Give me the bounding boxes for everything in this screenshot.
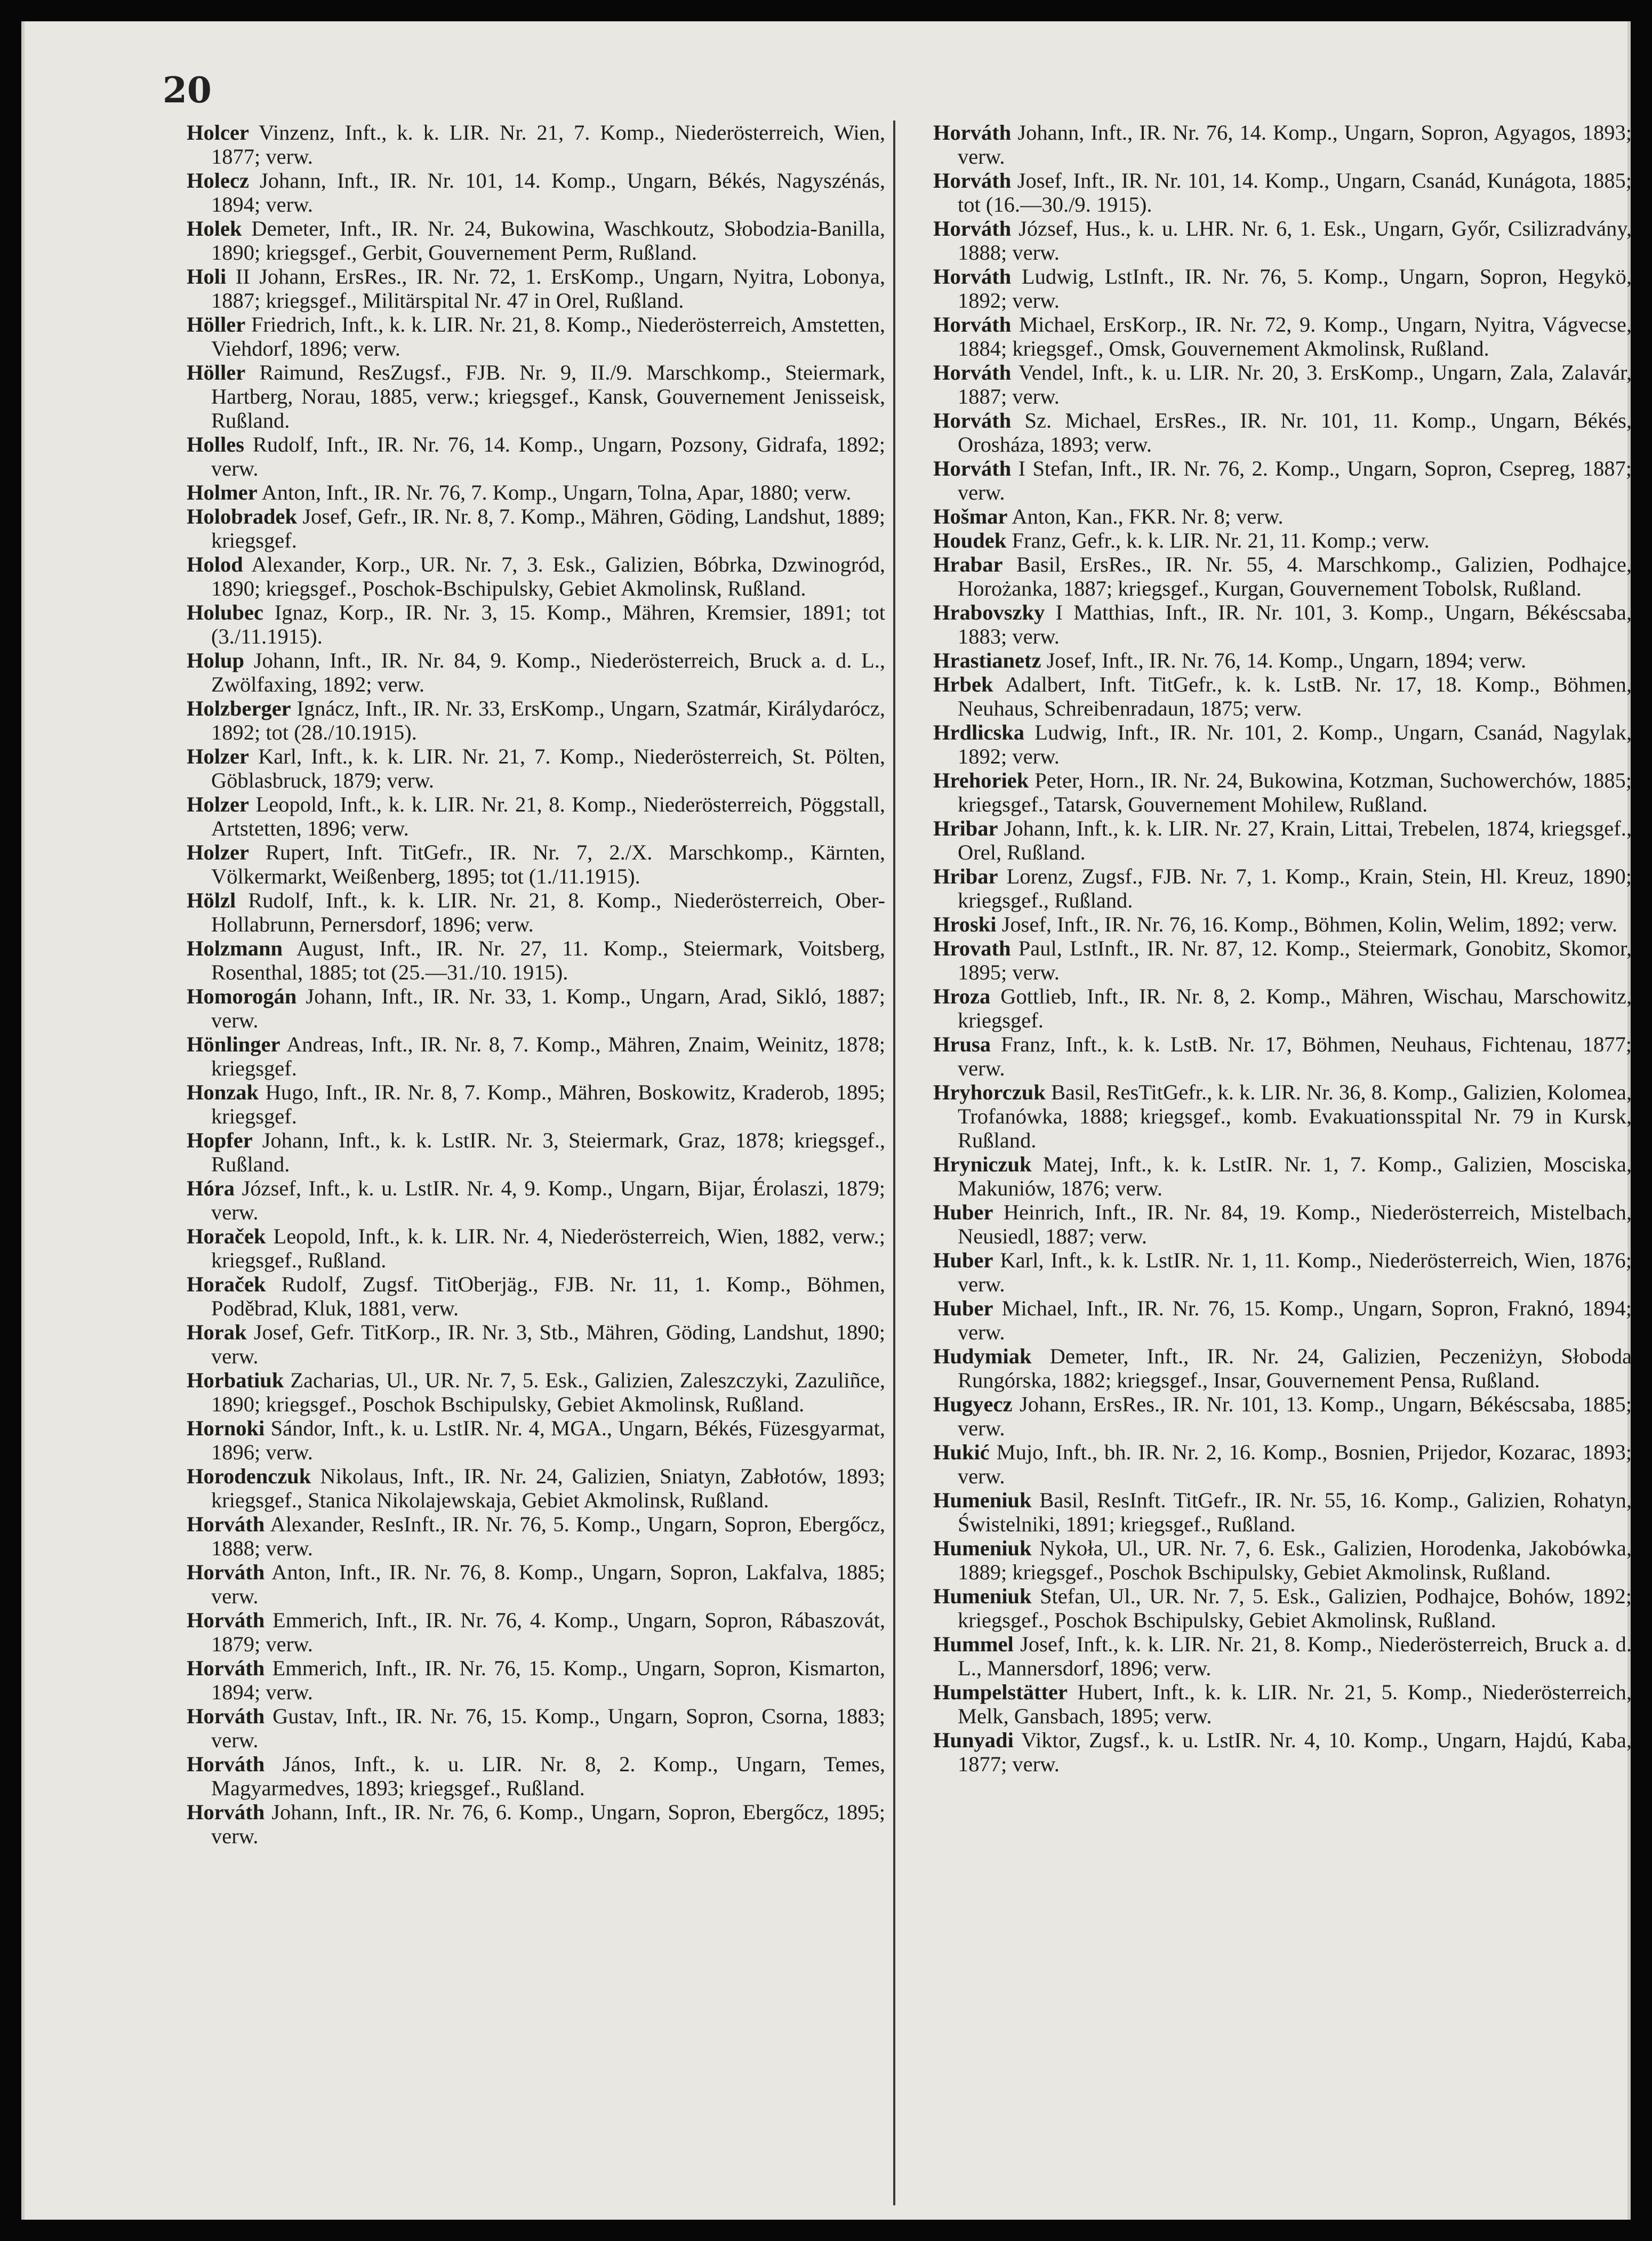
- entry-surname: Horváth: [187, 1656, 265, 1680]
- entry-surname: Horváth: [187, 1512, 265, 1536]
- list-item: [187, 1368, 885, 1416]
- list-item: [187, 264, 885, 312]
- entry-surname: Horváth: [187, 1608, 265, 1632]
- entry-text: Johann, Inft., IR. Nr. 76, 14. Komp., Ungarn, Sopron, Agyagos, 1893; verw.: [958, 121, 1632, 168]
- entry-surname: Holobradek: [187, 504, 298, 528]
- left-column: [187, 121, 885, 1848]
- entry-surname: Hukić: [933, 1440, 990, 1464]
- list-item: [187, 504, 885, 552]
- list-item: [187, 1464, 885, 1512]
- entry-text: Basil, ResTitGefr., k. k. LIR. Nr. 36, 8. Komp., Galizien, Kolomea, Trofanówka, 1888; kriegsgef., komb. Evakuationsspital Nr. 79 in Kursk, Rußland.: [958, 1080, 1632, 1152]
- list-item: [933, 648, 1632, 672]
- entry-text: Gustav, Inft., IR. Nr. 76, 15. Komp., Ungarn, Sopron, Csorna, 1883; verw.: [211, 1704, 886, 1752]
- entry-surname: Hrehoriek: [933, 768, 1029, 792]
- entry-surname: Horak: [187, 1320, 247, 1344]
- entry-surname: Hrdlicska: [933, 720, 1025, 744]
- list-item: [933, 1440, 1632, 1488]
- entry-text: Nykoła, Ul., UR. Nr. 7, 6. Esk., Galizien, Horodenka, Jakobówka, 1889; kriegsgef., Poschok Bschipulsky, Gebiet Akmolinsk, Rußland.: [958, 1536, 1632, 1584]
- entry-text: Josef, Gefr., IR. Nr. 8, 7. Komp., Mähren, Göding, Landshut, 1889; kriegsgef.: [211, 504, 885, 552]
- entry-surname: Hrusa: [933, 1032, 991, 1056]
- entry-surname: Humeniuk: [933, 1488, 1032, 1512]
- list-item: [187, 1656, 885, 1704]
- entry-text: Hugo, Inft., IR. Nr. 8, 7. Komp., Mähren, Boskowitz, Kraderob, 1895; kriegsgef.: [211, 1080, 886, 1128]
- entry-text: Raimund, ResZugsf., FJB. Nr. 9, II./9. Marschkomp., Steiermark, Hartberg, Norau, 1885, verw.; kriegsgef., Kansk, Gouvernement Jenisseisk, Rußland.: [211, 360, 885, 432]
- entry-surname: Horváth: [187, 1752, 265, 1776]
- list-item: [933, 600, 1632, 648]
- entry-surname: Horváth: [933, 408, 1012, 432]
- entry-text: Stefan, Ul., UR. Nr. 7, 5. Esk., Galizien, Podhajce, Bohów, 1892; kriegsgef., Poschok Bschipulsky, Gebiet Akmolinsk, Rußland.: [958, 1584, 1632, 1632]
- list-item: [933, 1680, 1632, 1728]
- list-item: [187, 121, 885, 168]
- entry-text: Adalbert, Inft. TitGefr., k. k. LstB. Nr. 17, 18. Komp., Böhmen, Neuhaus, Schreibenradaun, 1875; verw.: [958, 672, 1632, 720]
- entry-surname: Horaček: [187, 1224, 266, 1248]
- entry-text: II Johann, ErsRes., IR. Nr. 72, 1. ErsKomp., Ungarn, Nyitra, Lobonya, 1887; kriegsgef., Militärspital Nr. 47 in Orel, Rußland.: [211, 264, 886, 312]
- entry-surname: Holzmann: [187, 936, 283, 960]
- entry-text: Matej, Inft., k. k. LstIR. Nr. 1, 7. Komp., Galizien, Mosciska, Makuniów, 1876; verw.: [958, 1152, 1632, 1200]
- list-item: [187, 480, 885, 504]
- list-item: [187, 312, 885, 360]
- entry-text: Paul, LstInft., IR. Nr. 87, 12. Komp., Steiermark, Gonobitz, Skomor, 1895; verw.: [958, 936, 1632, 984]
- list-item: [933, 168, 1632, 216]
- entry-surname: Hribar: [933, 864, 998, 888]
- entry-text: Alexander, Korp., UR. Nr. 7, 3. Esk., Galizien, Bóbrka, Dzwinogród, 1890; kriegsgef., Poschok-Bschipulsky, Gebiet Akmolinsk, Rußland.: [211, 552, 885, 600]
- list-item: [187, 168, 885, 216]
- entry-text: Johann, Inft., IR. Nr. 76, 6. Komp., Ungarn, Sopron, Ebergőcz, 1895; verw.: [211, 1800, 886, 1848]
- list-item: [187, 216, 885, 264]
- entry-text: János, Inft., k. u. LIR. Nr. 8, 2. Komp., Ungarn, Temes, Magyarmedves, 1893; kriegsgef., Rußland.: [211, 1752, 885, 1800]
- entry-surname: Holek: [187, 216, 242, 240]
- entry-text: Demeter, Inft., IR. Nr. 24, Galizien, Peczeniżyn, Słoboda Rungórska, 1882; kriegsgef., Insar, Gouvernement Pensa, Rußland.: [958, 1344, 1632, 1392]
- entry-text: Emmerich, Inft., IR. Nr. 76, 4. Komp., Ungarn, Sopron, Rábaszovát, 1879; verw.: [211, 1608, 886, 1656]
- entry-text: Josef, Gefr. TitKorp., IR. Nr. 3, Stb., Mähren, Göding, Landshut, 1890; verw.: [211, 1320, 885, 1368]
- entry-text: I Stefan, Inft., IR. Nr. 76, 2. Komp., Ungarn, Sopron, Csepreg, 1887; verw.: [958, 456, 1632, 504]
- entry-surname: Holcer: [187, 121, 249, 144]
- entry-text: Hubert, Inft., k. k. LIR. Nr. 21, 5. Komp., Niederösterreich, Melk, Gansbach, 1895; verw.: [958, 1680, 1632, 1728]
- entry-text: Ludwig, LstInft., IR. Nr. 76, 5. Komp., Ungarn, Sopron, Hegykö, 1892; verw.: [958, 264, 1632, 312]
- entry-surname: Horváth: [933, 456, 1012, 480]
- list-item: [933, 1728, 1632, 1776]
- entry-text: Ignácz, Inft., IR. Nr. 33, ErsKomp., Ungarn, Szatmár, Királydarócz, 1892; tot (28./10.1915).: [211, 696, 885, 744]
- list-item: [187, 1080, 885, 1128]
- entry-text: Johann, Inft., k. k. LIR. Nr. 27, Krain, Littai, Trebelen, 1874, kriegsgef., Orel, Rußland.: [958, 816, 1632, 864]
- entry-surname: Horváth: [933, 360, 1012, 384]
- entry-text: Anton, Kan., FKR. Nr. 8; verw.: [1012, 504, 1284, 528]
- entry-text: Rudolf, Inft., IR. Nr. 76, 14. Komp., Ungarn, Pozsony, Gidrafa, 1892; verw.: [211, 432, 885, 480]
- entry-text: József, Inft., k. u. LstIR. Nr. 4, 9. Komp., Ungarn, Bijar, Érolaszi, 1879; verw.: [211, 1176, 886, 1224]
- list-item: [187, 1560, 885, 1608]
- list-item: [933, 1080, 1632, 1152]
- entry-surname: Holzer: [187, 744, 249, 768]
- entry-text: Leopold, Inft., k. k. LIR. Nr. 4, Niederösterreich, Wien, 1882, verw.; kriegsgef., Rußland.: [211, 1224, 885, 1272]
- entry-surname: Holod: [187, 552, 243, 576]
- entry-surname: Hošmar: [933, 504, 1008, 528]
- list-item: [187, 1752, 885, 1800]
- entry-text: Rudolf, Inft., k. k. LIR. Nr. 21, 8. Komp., Niederösterreich, Ober-Hollabrunn, Pernersdorf, 1896; verw.: [211, 888, 886, 936]
- list-item: [187, 744, 885, 792]
- entry-text: Nikolaus, Inft., IR. Nr. 24, Galizien, Sniatyn, Zabłotów, 1893; kriegsgef., Stanica Nikolajewskaja, Gebiet Akmolinsk, Rußland.: [211, 1464, 886, 1512]
- entry-surname: Huber: [933, 1296, 993, 1320]
- entry-surname: Horváth: [933, 121, 1012, 144]
- entry-text: Josef, Inft., IR. Nr. 101, 14. Komp., Ungarn, Csanád, Kunágota, 1885; tot (16.—30./9. 1915).: [958, 168, 1632, 216]
- entry-text: Demeter, Inft., IR. Nr. 24, Bukowina, Waschkoutz, Słobodzia-Banilla, 1890; kriegsgef., Gerbit, Gouvernement Perm, Rußland.: [211, 216, 886, 264]
- list-item: [187, 552, 885, 600]
- entry-text: Basil, ErsRes., IR. Nr. 55, 4. Marschkomp., Galizien, Podhajce, Horożanka, 1887; kriegsgef., Kurgan, Gouvernement Tobolsk, Rußland.: [958, 552, 1632, 600]
- list-item: [933, 912, 1632, 936]
- list-item: [933, 1200, 1632, 1248]
- entry-surname: Hrabar: [933, 552, 1003, 576]
- entry-surname: Hribar: [933, 816, 998, 840]
- list-item: [933, 1488, 1632, 1536]
- list-item: [933, 672, 1632, 720]
- entry-surname: Hryhorczuk: [933, 1080, 1046, 1104]
- list-item: [933, 1392, 1632, 1440]
- entry-text: Karl, Inft., k. k. LIR. Nr. 21, 7. Komp., Niederösterreich, St. Pölten, Göblasbruck, 1879; verw.: [211, 744, 885, 792]
- list-item: [933, 816, 1632, 864]
- list-item: [187, 1512, 885, 1560]
- page-edge-left: [21, 21, 25, 2220]
- column-divider: [893, 121, 895, 2205]
- entry-surname: Horváth: [187, 1800, 265, 1824]
- entry-text: Josef, Inft., k. k. LIR. Nr. 21, 8. Komp., Niederösterreich, Bruck a. d. L., Mannersdorf, 1896; verw.: [958, 1632, 1632, 1680]
- entry-surname: Hroza: [933, 984, 991, 1008]
- entry-surname: Horváth: [933, 216, 1012, 240]
- entry-surname: Horváth: [187, 1704, 265, 1728]
- entry-surname: Holubec: [187, 600, 264, 624]
- list-item: [933, 360, 1632, 408]
- list-item: [187, 600, 885, 648]
- entry-text: Lorenz, Zugsf., FJB. Nr. 7, 1. Komp., Krain, Stein, Hl. Kreuz, 1890; kriegsgef., Rußland.: [958, 864, 1632, 912]
- entry-surname: Humeniuk: [933, 1536, 1032, 1560]
- list-item: [187, 1032, 885, 1080]
- entry-surname: Hrbek: [933, 672, 993, 696]
- entry-surname: Horbatiuk: [187, 1368, 284, 1392]
- list-item: [187, 1272, 885, 1320]
- entry-text: Michael, ErsKorp., IR. Nr. 72, 9. Komp., Ungarn, Nyitra, Vágvecse, 1884; kriegsgef., Omsk, Gouvernement Akmolinsk, Rußland.: [958, 312, 1632, 360]
- list-item: [933, 936, 1632, 984]
- list-item: [933, 1632, 1632, 1680]
- entry-text: Emmerich, Inft., IR. Nr. 76, 15. Komp., Ungarn, Sopron, Kismarton, 1894; verw.: [211, 1656, 886, 1704]
- entry-text: Peter, Horn., IR. Nr. 24, Bukowina, Kotzman, Suchowerchów, 1885; kriegsgef., Tatarsk, Gouvernement Mohilew, Rußland.: [958, 768, 1632, 816]
- entry-surname: Horváth: [933, 168, 1012, 192]
- list-item: [933, 1152, 1632, 1200]
- entry-surname: Hönlinger: [187, 1032, 280, 1056]
- list-item: [187, 1416, 885, 1464]
- list-item: [933, 1248, 1632, 1296]
- list-item: [187, 1128, 885, 1176]
- page: [21, 21, 1631, 2220]
- entry-text: Basil, ResInft. TitGefr., IR. Nr. 55, 16. Komp., Galizien, Rohatyn, Świstelniki, 1891; kriegsgef., Rußland.: [958, 1488, 1632, 1536]
- list-item: [933, 1296, 1632, 1344]
- list-item: [187, 360, 885, 432]
- entry-text: Karl, Inft., k. k. LstIR. Nr. 1, 11. Komp., Niederösterreich, Wien, 1876; verw.: [958, 1248, 1632, 1296]
- list-item: [187, 792, 885, 840]
- entry-text: Gottlieb, Inft., IR. Nr. 8, 2. Komp., Mähren, Wischau, Marschowitz, kriegsgef.: [958, 984, 1632, 1032]
- entry-text: I Matthias, Inft., IR. Nr. 101, 3. Komp., Ungarn, Békéscsaba, 1883; verw.: [958, 600, 1632, 648]
- entry-text: Franz, Inft., k. k. LstB. Nr. 17, Böhmen, Neuhaus, Fichtenau, 1877; verw.: [958, 1032, 1632, 1080]
- list-item: [933, 528, 1632, 552]
- list-item: [933, 264, 1632, 312]
- entry-surname: Hudymiak: [933, 1344, 1032, 1368]
- entry-text: Anton, Inft., IR. Nr. 76, 7. Komp., Ungarn, Tolna, Apar, 1880; verw.: [261, 480, 852, 504]
- entry-text: Josef, Inft., IR. Nr. 76, 16. Komp., Böhmen, Kolin, Welim, 1892; verw.: [1001, 912, 1617, 936]
- entry-text: Johann, Inft., k. k. LstIR. Nr. 3, Steiermark, Graz, 1878; kriegsgef., Rußland.: [211, 1128, 886, 1176]
- entry-text: Sz. Michael, ErsRes., IR. Nr. 101, 11. Komp., Ungarn, Békés, Orosháza, 1893; verw.: [958, 408, 1632, 456]
- list-item: [933, 504, 1632, 528]
- list-item: [933, 984, 1632, 1032]
- list-item: [187, 1176, 885, 1224]
- list-item: [933, 408, 1632, 456]
- entry-text: Johann, Inft., IR. Nr. 84, 9. Komp., Niederösterreich, Bruck a. d. L., Zwölfaxing, 1892; verw.: [211, 648, 885, 696]
- entry-text: József, Hus., k. u. LHR. Nr. 6, 1. Esk., Ungarn, Győr, Csilizradvány, 1888; verw.: [958, 216, 1632, 264]
- entry-text: Vinzenz, Inft., k. k. LIR. Nr. 21, 7. Komp., Niederösterreich, Wien, 1877; verw.: [211, 121, 885, 168]
- entry-text: Leopold, Inft., k. k. LIR. Nr. 21, 8. Komp., Niederösterreich, Pöggstall, Artstetten, 1896; verw.: [211, 792, 886, 840]
- entry-text: Rupert, Inft. TitGefr., IR. Nr. 7, 2./X. Marschkomp., Kärnten, Völkermarkt, Weißenberg, 1895; tot (1./11.1915).: [211, 840, 886, 888]
- entry-surname: Hopfer: [187, 1128, 253, 1152]
- entry-text: Michael, Inft., IR. Nr. 76, 15. Komp., Ungarn, Sopron, Fraknó, 1894; verw.: [958, 1296, 1632, 1344]
- list-item: [933, 1536, 1632, 1584]
- entry-surname: Hóra: [187, 1176, 235, 1200]
- list-item: [187, 1608, 885, 1656]
- entry-text: Anton, Inft., IR. Nr. 76, 8. Komp., Ungarn, Sopron, Lakfalva, 1885; verw.: [211, 1560, 886, 1608]
- entry-text: Alexander, ResInft., IR. Nr. 76, 5. Komp., Ungarn, Sopron, Ebergőcz, 1888; verw.: [211, 1512, 886, 1560]
- entry-text: Ignaz, Korp., IR. Nr. 3, 15. Komp., Mähren, Kremsier, 1891; tot (3./11.1915).: [211, 600, 885, 648]
- list-item: [187, 1224, 885, 1272]
- entry-surname: Honzak: [187, 1080, 259, 1104]
- right-column: [933, 121, 1632, 1776]
- entry-text: Johann, Inft., IR. Nr. 101, 14. Komp., Ungarn, Békés, Nagyszénás, 1894; verw.: [211, 168, 886, 216]
- list-item: [187, 1800, 885, 1848]
- entry-text: Sándor, Inft., k. u. LstIR. Nr. 4, MGA., Ungarn, Békés, Füzesgyarmat, 1896; verw.: [211, 1416, 886, 1464]
- entry-text: Franz, Gefr., k. k. LIR. Nr. 21, 11. Komp.; verw.: [1012, 528, 1430, 552]
- entry-surname: Houdek: [933, 528, 1007, 552]
- list-item: [933, 720, 1632, 768]
- entry-surname: Hrastianetz: [933, 648, 1041, 672]
- entry-text: August, Inft., IR. Nr. 27, 11. Komp., Steiermark, Voitsberg, Rosenthal, 1885; tot (25.—31./10. 1915).: [211, 936, 886, 984]
- entry-surname: Horváth: [933, 264, 1012, 288]
- entry-surname: Horaček: [187, 1272, 266, 1296]
- entry-surname: Holzer: [187, 792, 249, 816]
- entry-text: Viktor, Zugsf., k. u. LstIR. Nr. 4, 10. Komp., Ungarn, Hajdú, Kaba, 1877; verw.: [958, 1728, 1632, 1776]
- entry-surname: Höller: [187, 312, 246, 336]
- entry-surname: Holup: [187, 648, 245, 672]
- entry-surname: Homorogán: [187, 984, 297, 1008]
- entry-surname: Holecz: [187, 168, 249, 192]
- page-number: 20: [163, 69, 212, 111]
- list-item: [187, 1320, 885, 1368]
- entry-surname: Hummel: [933, 1632, 1014, 1656]
- entry-surname: Horváth: [187, 1560, 265, 1584]
- entry-surname: Holi: [187, 264, 227, 288]
- entry-surname: Höller: [187, 360, 246, 384]
- list-item: [933, 216, 1632, 264]
- entry-surname: Humpelstätter: [933, 1680, 1068, 1704]
- list-item: [933, 312, 1632, 360]
- list-item: [187, 1704, 885, 1752]
- entry-text: Johann, ErsRes., IR. Nr. 101, 13. Komp., Ungarn, Békéscsaba, 1885; verw.: [958, 1392, 1632, 1440]
- list-item: [187, 432, 885, 480]
- list-item: [187, 936, 885, 984]
- entry-surname: Huber: [933, 1248, 993, 1272]
- entry-surname: Humeniuk: [933, 1584, 1032, 1608]
- list-item: [187, 888, 885, 936]
- list-item: [933, 864, 1632, 912]
- entry-text: Ludwig, Inft., IR. Nr. 101, 2. Komp., Ungarn, Csanád, Nagylak, 1892; verw.: [958, 720, 1632, 768]
- entry-surname: Hrabovszky: [933, 600, 1045, 624]
- entry-text: Mujo, Inft., bh. IR. Nr. 2, 16. Komp., Bosnien, Prijedor, Kozarac, 1893; verw.: [958, 1440, 1632, 1488]
- entry-surname: Hroski: [933, 912, 997, 936]
- list-item: [933, 121, 1632, 168]
- entry-text: Johann, Inft., IR. Nr. 33, 1. Komp., Ungarn, Arad, Sikló, 1887; verw.: [211, 984, 886, 1032]
- entry-surname: Holmer: [187, 480, 258, 504]
- entry-surname: Holles: [187, 432, 244, 456]
- entry-surname: Horváth: [933, 312, 1012, 336]
- list-item: [933, 552, 1632, 600]
- entry-surname: Hrovath: [933, 936, 1011, 960]
- entry-surname: Holzberger: [187, 696, 291, 720]
- list-item: [187, 984, 885, 1032]
- entry-surname: Hryniczuk: [933, 1152, 1032, 1176]
- entry-text: Friedrich, Inft., k. k. LIR. Nr. 21, 8. Komp., Niederösterreich, Amstetten, Viehdorf, 1896; verw.: [211, 312, 885, 360]
- entry-surname: Hornoki: [187, 1416, 265, 1440]
- list-item: [187, 696, 885, 744]
- entry-surname: Horodenczuk: [187, 1464, 311, 1488]
- entry-text: Rudolf, Zugsf. TitOberjäg., FJB. Nr. 11, 1. Komp., Böhmen, Poděbrad, Kluk, 1881, verw.: [211, 1272, 885, 1320]
- list-item: [933, 1344, 1632, 1392]
- list-item: [187, 648, 885, 696]
- list-item: [933, 1032, 1632, 1080]
- entry-text: Andreas, Inft., IR. Nr. 8, 7. Komp., Mähren, Znaim, Weinitz, 1878; kriegsgef.: [211, 1032, 885, 1080]
- list-item: [933, 456, 1632, 504]
- entry-text: Vendel, Inft., k. u. LIR. Nr. 20, 3. ErsKomp., Ungarn, Zala, Zalavár, 1887; verw.: [958, 360, 1632, 408]
- entry-surname: Hunyadi: [933, 1728, 1014, 1752]
- list-item: [187, 840, 885, 888]
- list-item: [933, 768, 1632, 816]
- entry-surname: Hugyecz: [933, 1392, 1013, 1416]
- entry-text: Heinrich, Inft., IR. Nr. 84, 19. Komp., Niederösterreich, Mistelbach, Neusiedl, 1887; verw.: [958, 1200, 1632, 1248]
- entry-surname: Holzer: [187, 840, 249, 864]
- entry-text: Zacharias, Ul., UR. Nr. 7, 5. Esk., Galizien, Zaleszczyki, Zazuliñce, 1890; kriegsgef., Poschok Bschipulsky, Gebiet Akmolinsk, Rußland.: [211, 1368, 885, 1416]
- entry-surname: Hölzl: [187, 888, 236, 912]
- list-item: [933, 1584, 1632, 1632]
- entry-text: Josef, Inft., IR. Nr. 76, 14. Komp., Ungarn, 1894; verw.: [1046, 648, 1527, 672]
- entry-surname: Huber: [933, 1200, 993, 1224]
